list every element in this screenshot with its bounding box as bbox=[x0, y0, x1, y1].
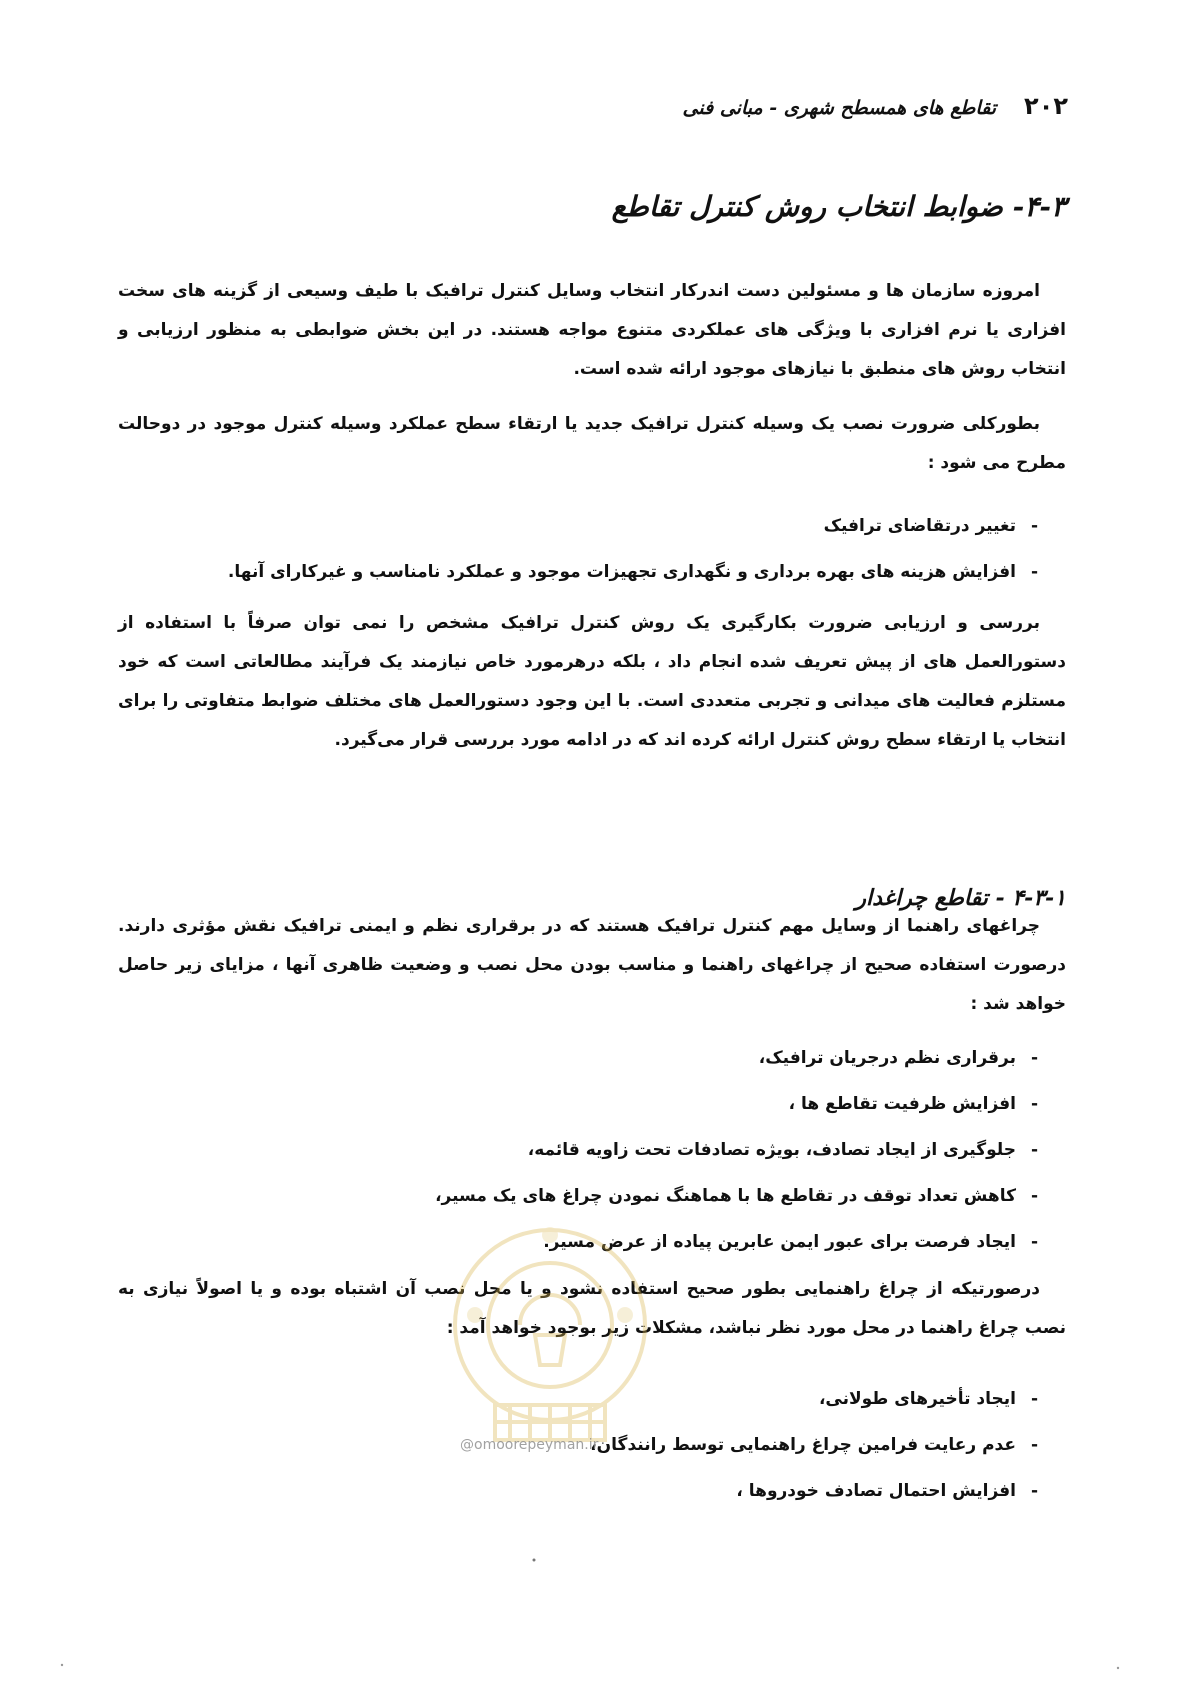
list-item-text: افزایش ظرفیت تقاطع ها ، bbox=[788, 1094, 1016, 1114]
subsection-intro bbox=[118, 907, 1066, 1024]
paragraph-text: امروزه سازمان ها و مسئولین دست اندرکار انتخاب وسایل کنترل ترافیک با طیف وسیعی از گزینه های سخت افزاری یا نرم افزاری با ویژگی های عملکردی متنوع مواجه هستند. در این بخش ضوابطی به منظور ارزیابی و انتخاب روش های منطبق با نیازهای موجود ارائه شده است. bbox=[118, 281, 1066, 379]
paragraph-text: درصورتیکه از چراغ راهنمایی بطور صحیح استفاده نشود و یا محل نصب آن اشتباه بوده و یا اصولاً نیازی به نصب چراغ راهنما در محل مورد نظر نباشد، مشکلات زیر بوجود خواهد آمد : bbox=[118, 1279, 1066, 1338]
list-item bbox=[118, 1035, 1038, 1081]
list-dash: - bbox=[1030, 562, 1038, 582]
list-item-text: افزایش احتمال تصادف خودروها ، bbox=[736, 1481, 1016, 1501]
list-dash: - bbox=[1030, 516, 1038, 536]
running-title: تقاطع های همسطح شهری - مبانی فنی bbox=[682, 97, 997, 119]
list-item bbox=[118, 549, 1038, 595]
list-item bbox=[118, 1173, 1038, 1219]
list-item-text: ایجاد فرصت برای عبور ایمن عابرین پیاده از عرض مسیر. bbox=[543, 1232, 1016, 1252]
list-dash: - bbox=[1030, 1186, 1038, 1206]
list-dash: - bbox=[1030, 1389, 1038, 1409]
list-item bbox=[118, 1127, 1038, 1173]
list-item bbox=[118, 1468, 1038, 1514]
list-item-text: عدم رعایت فرامین چراغ راهنمایی توسط رانندگان، bbox=[590, 1435, 1016, 1455]
paragraph-text: چراغهای راهنما از وسایل مهم کنترل ترافیک هستند که در برقراری نظم و ایمنی ترافیک نقش مؤثری دارند. درصورت استفاده صحیح از چراغهای راهنما و مناسب بودن محل نصب و وضعیت ظاهری آنها ، مزایای زیر حاصل خواهد شد : bbox=[118, 916, 1066, 1014]
list-dash: - bbox=[1030, 1140, 1038, 1160]
list-item-text: برقراری نظم درجریان ترافیک، bbox=[758, 1048, 1016, 1068]
list-item-text: تغییر درتقاضای ترافیک bbox=[823, 516, 1016, 536]
page-number: ۲۰۲ bbox=[1024, 92, 1068, 120]
section-paragraph-1 bbox=[118, 272, 1066, 389]
watermark-text: @omoorepeyman.ir bbox=[460, 1437, 599, 1453]
list-dash: - bbox=[1030, 1435, 1038, 1455]
list-item bbox=[118, 503, 1038, 549]
running-header bbox=[108, 92, 1068, 120]
list-item bbox=[118, 1219, 1038, 1265]
list-dash: - bbox=[1030, 1094, 1038, 1114]
section-paragraph-3 bbox=[118, 604, 1066, 760]
list-item-text: کاهش تعداد توقف در تقاطع ها با هماهنگ نمودن چراغ های یک مسیر، bbox=[435, 1186, 1016, 1206]
list-dash: - bbox=[1030, 1481, 1038, 1501]
list-item bbox=[118, 1081, 1038, 1127]
list-item-text: افزایش هزینه های بهره برداری و نگهداری تجهیزات موجود و عملکرد نامناسب و غیرکارای آنها. bbox=[227, 562, 1016, 582]
list-item-text: جلوگیری از ایجاد تصادف، بویژه تصادفات تحت زاویه قائمه، bbox=[527, 1140, 1016, 1160]
list-dash: - bbox=[1030, 1232, 1038, 1252]
list-dash: - bbox=[1030, 1048, 1038, 1068]
section-title: ۴-۳- ضوابط انتخاب روش کنترل تقاطع bbox=[611, 190, 1066, 223]
problems-intro bbox=[118, 1270, 1066, 1348]
paragraph-text: بطورکلی ضرورت نصب یک وسیله کنترل ترافیک جدید یا ارتقاء سطح عملکرد وسیله کنترل موجود در دوحالت مطرح می شود : bbox=[118, 414, 1066, 473]
list-item bbox=[118, 1376, 1038, 1422]
paragraph-text: بررسی و ارزیابی ضرورت بکارگیری یک روش کنترل ترافیک مشخص را نمی توان صرفاً با استفاده از دستورالعمل های از پیش تعریف شده انجام داد ، بلکه درهرمورد خاص نیازمند یک فرآیند مطالعاتی است که خود مستلزم فعالیت های میدانی و تجربی متعددی است. با این وجود دستورالعمل های مختلف ضوابط متفاوتی را برای انتخاب یا ارتقاء سطح روش کنترل ارائه کرده اند که در ادامه مورد بررسی قرار می‌گیرد. bbox=[118, 613, 1066, 750]
section-bullet-list bbox=[118, 503, 1066, 595]
subsection-title: ۴-۳-۱ - تقاطع چراغدار bbox=[855, 885, 1066, 911]
section-paragraph-2 bbox=[118, 405, 1066, 483]
benefits-list bbox=[118, 1035, 1066, 1265]
list-item-text: ایجاد تأخیرهای طولانی، bbox=[818, 1389, 1016, 1409]
